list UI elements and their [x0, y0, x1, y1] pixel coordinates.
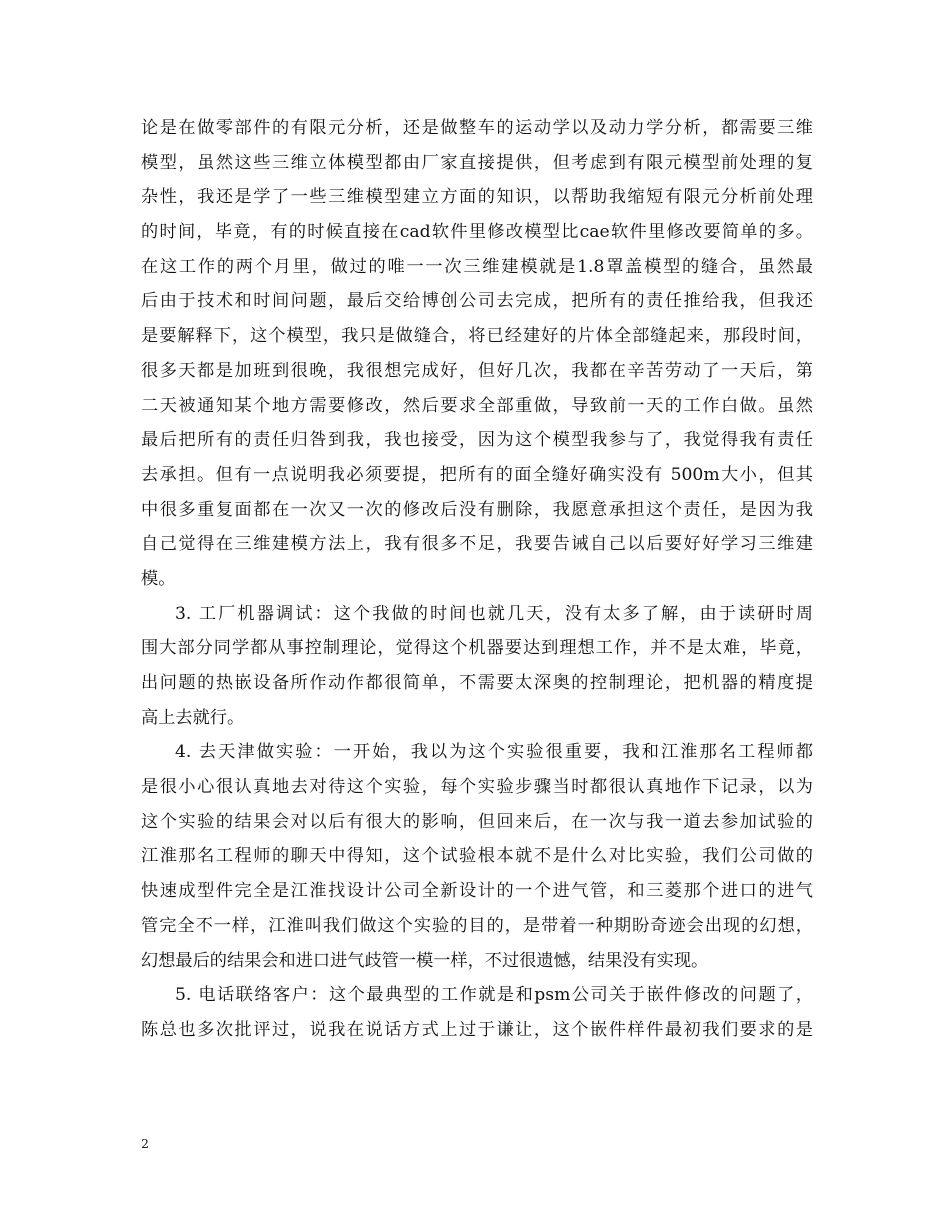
text-line: 论是在做零部件的有限元分析，还是做整车的运动学以及动力学分析，都需要三维	[141, 118, 813, 138]
text-line: 模。	[141, 568, 176, 589]
text-line: 很多天都是加班到很晚，我很想完成好，但好几次，我都在辛苦劳动了一天后，第	[141, 360, 813, 381]
text-line: 二天被通知某个地方需要修改，然后要求全部重做，导致前一天的工作白做。虽然	[141, 395, 813, 416]
text-line: 陈总也多次批评过，说我在说话方式上过于谦让，这个嵌件样件最初我们要求的是	[141, 1019, 813, 1040]
text-line: 在这工作的两个月里，做过的唯一一次三维建模就是1.8罩盖模型的缝合，虽然最	[141, 256, 813, 277]
text-line: 最后把所有的责任归咎到我，我也接受，因为这个模型我参与了，我觉得我有责任	[141, 430, 813, 451]
paragraph-start-line: 5. 电话联络客户：这个最典型的工作就是和psm公司关于嵌件修改的问题了，	[175, 985, 813, 1006]
text-line: 幻想最后的结果会和进口进气歧管一模一样，不过很遗憾，结果没有实现。	[141, 950, 709, 971]
text-line: 杂性，我还是学了一些三维模型建立方面的知识，以帮助我缩短有限元分析前处理	[141, 187, 813, 208]
paragraph-start-line: 4. 去天津做实验：一开始，我以为这个实验很重要，我和江淮那名工程师都	[175, 742, 813, 763]
text-line: 高上去就行。	[141, 707, 245, 728]
text-line: 管完全不一样，江淮叫我们做这个实验的目的，是带着一种期盼奇迹会出现的幻想，	[141, 915, 813, 936]
text-line: 自己觉得在三维建模方法上，我有很多不足，我要告诫自己以后要好好学习三维建	[141, 534, 813, 555]
document-body	[141, 111, 813, 1048]
text-line: 江淮那名工程师的聊天中得知，这个试验根本就不是什么对比实验，我们公司做的	[141, 846, 813, 867]
text-line: 这个实验的结果会对以后有很大的影响，但回来后，在一次与我一道去参加试验的	[141, 811, 813, 832]
text-line: 是要解释下，这个模型，我只是做缝合，将已经建好的片体全部缝起来，那段时间，	[141, 326, 813, 347]
text-line: 围大部分同学都从事控制理论，觉得这个机器要达到理想工作，并不是太难，毕竟，	[141, 638, 813, 659]
text-line: 是很小心很认真地去对待这个实验，每个实验步骤当时都很认真地作下记录，以为	[141, 777, 813, 798]
text-line: 的时间，毕竟，有的时候直接在cad软件里修改模型比cae软件里修改要简单的多。	[141, 222, 813, 243]
text-line: 模型，虽然这些三维立体模型都由厂家直接提供，但考虑到有限元模型前处理的复	[141, 152, 813, 173]
text-line: 后由于技术和时间问题，最后交给博创公司去完成，把所有的责任推给我，但我还	[141, 291, 813, 312]
text-line: 出问题的热嵌设备所作动作都很简单，不需要太深奥的控制理论，把机器的精度提	[141, 673, 813, 693]
page-number: 2	[141, 1136, 149, 1151]
text-line: 中很多重复面都在一次又一次的修改后没有删除，我愿意承担这个责任，是因为我	[141, 499, 813, 520]
text-line: 去承担。但有一点说明我必须要提，把所有的面全缝好确实没有 500m大小，但其	[141, 464, 813, 485]
text-line: 快速成型件完全是江淮找设计公司全新设计的一个进气管，和三菱那个进口的进气	[141, 881, 813, 902]
paragraph-start-line: 3. 工厂机器调试：这个我做的时间也就几天，没有太多了解，由于读研时周	[175, 603, 813, 624]
